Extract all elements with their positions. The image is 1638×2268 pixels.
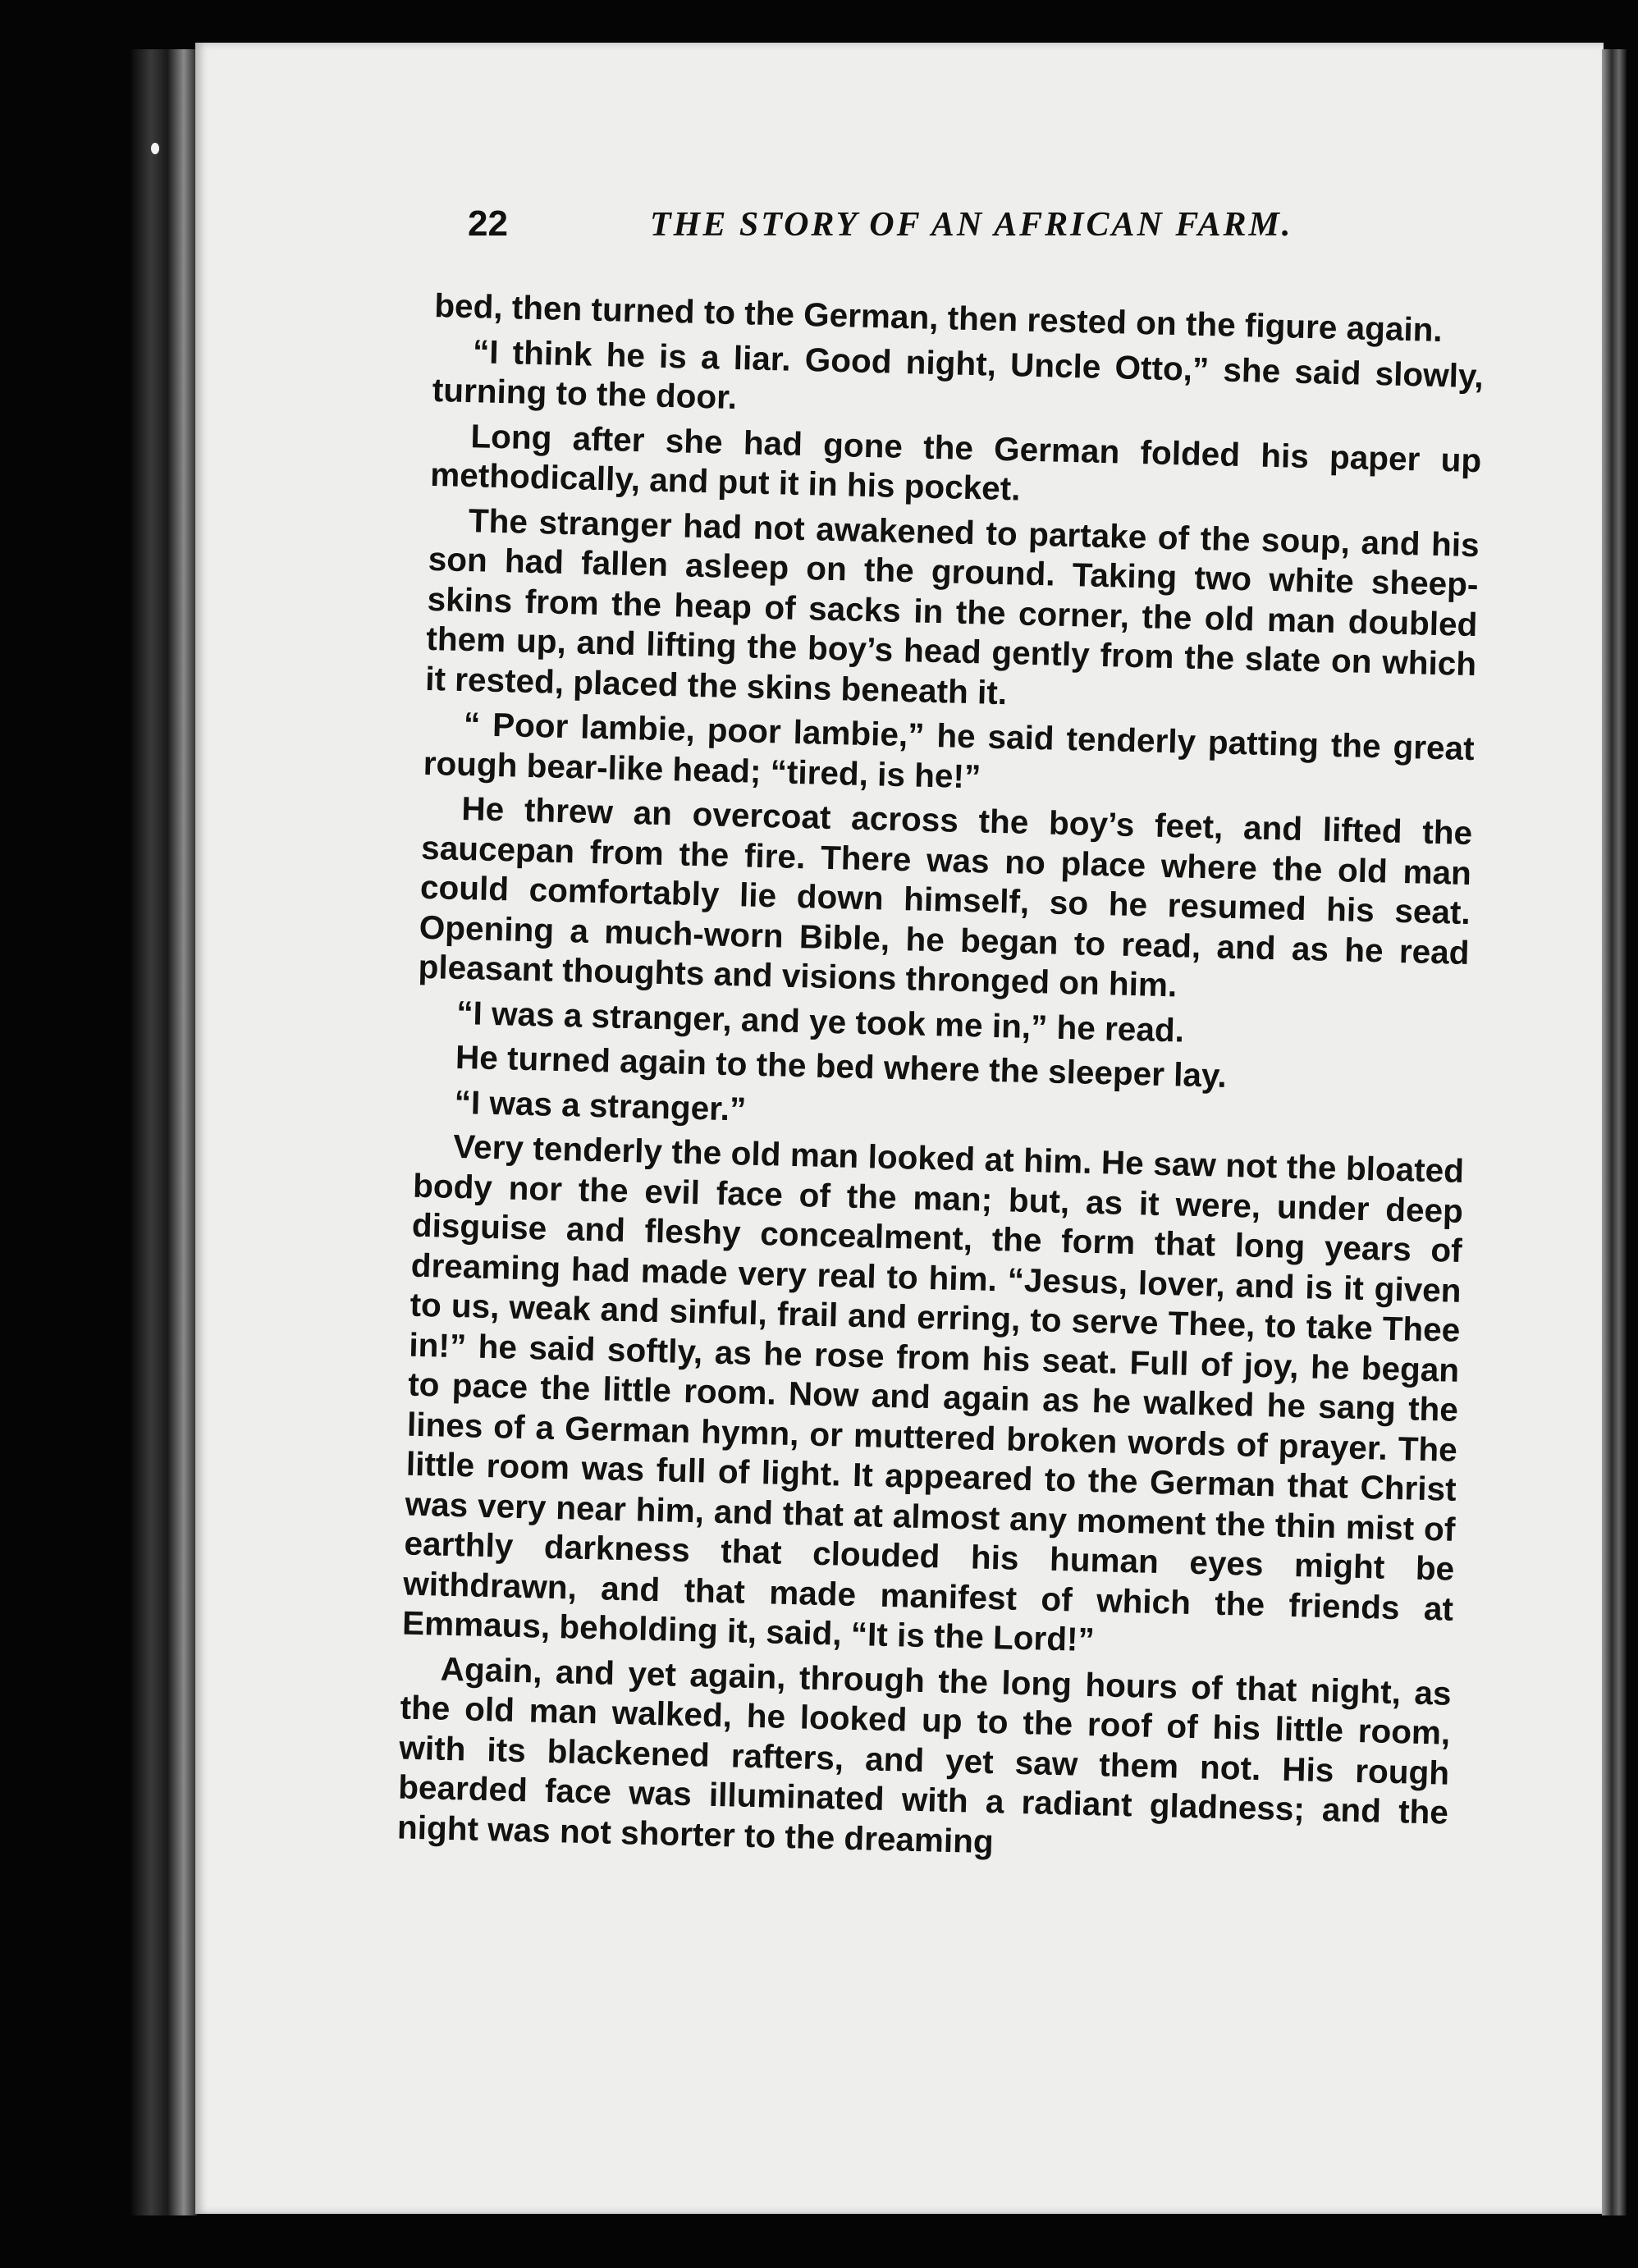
paragraph: “I was a stranger, and ye took me in,” he read.: [455, 993, 1185, 1049]
paragraph: Long after she had gone the German folded his paper up methodically, and put it in his pocket.: [429, 416, 1482, 508]
page-header: [468, 203, 1321, 261]
page-right-edge: [1602, 49, 1627, 2215]
paragraph: “I was a stranger.”: [454, 1082, 747, 1128]
book-spine-edge: [131, 49, 197, 2215]
scan-speck: [151, 143, 159, 154]
paragraph: He threw an overcoat across the boy’s feet, and lifted the saucepan from the fire. There was no place where the old man could comfortably lie down himself, so he resumed his seat. Opening a much-worn Bible, he began to read, and as he read pleasant thoughts and visions thronged on him.: [418, 789, 1473, 1004]
paragraph: Again, and yet again, through the long hours of that night, as the old man walked, he looked up to the roof of his little room, with its blackened rafters, and yet saw them not. His rough bearded face was illuminated with a radiant gladness; and the night was not shorter to the dreaming: [396, 1649, 1453, 1860]
paragraph: The stranger had not awakened to partake of the soup, and his son had fallen asleep on the ground. Taking two white sheep-skins from the heap of sacks in the corner, the old man doubled them up, and lifting the boy’s head gently from the slate on which it rested, placed the skins beneath it.: [424, 501, 1480, 711]
page-number: 22: [468, 203, 508, 244]
body-text: [396, 286, 1485, 1877]
paragraph: “I think he is a liar. Good night, Uncle Otto,” she said slowly, turning to the door.: [432, 332, 1485, 417]
running-title: THE STORY OF AN AFRICAN FARM.: [650, 206, 1293, 244]
paragraph: bed, then turned to the German, then rested on the figure again.: [433, 286, 1444, 350]
paragraph: He turned again to the bed where the sleeper lay.: [455, 1037, 1228, 1095]
paragraph: Very tenderly the old man looked at him. He saw not the bloated body nor the evil face of the man; but, as it were, under deep disguise and fleshy concealment, the form that long years of dreaming had made very real to him. “Jesus, lover, and is it given to us, weak and sinful, frail and erring, to serve Thee, to take Thee in!” he said softly, as he rose from his seat. Full of joy, he began to pace the little room. Now and again as he walked he sang the lines of a German hymn, or muttered broken words of prayer. The little room was full of light. It appeared to the German that Christ was very near him, and that at almost any moment the thin mist of earthly darkness that clouded his human eyes might be withdrawn, and that made manifest of which the friends at Emmaus, beholding it, said, “It is the Lord!”: [401, 1127, 1465, 1659]
paragraph: “ Poor lambie, poor lambie,” he said tenderly patting the great rough bear-like head; “tired, is he!”: [423, 705, 1476, 795]
